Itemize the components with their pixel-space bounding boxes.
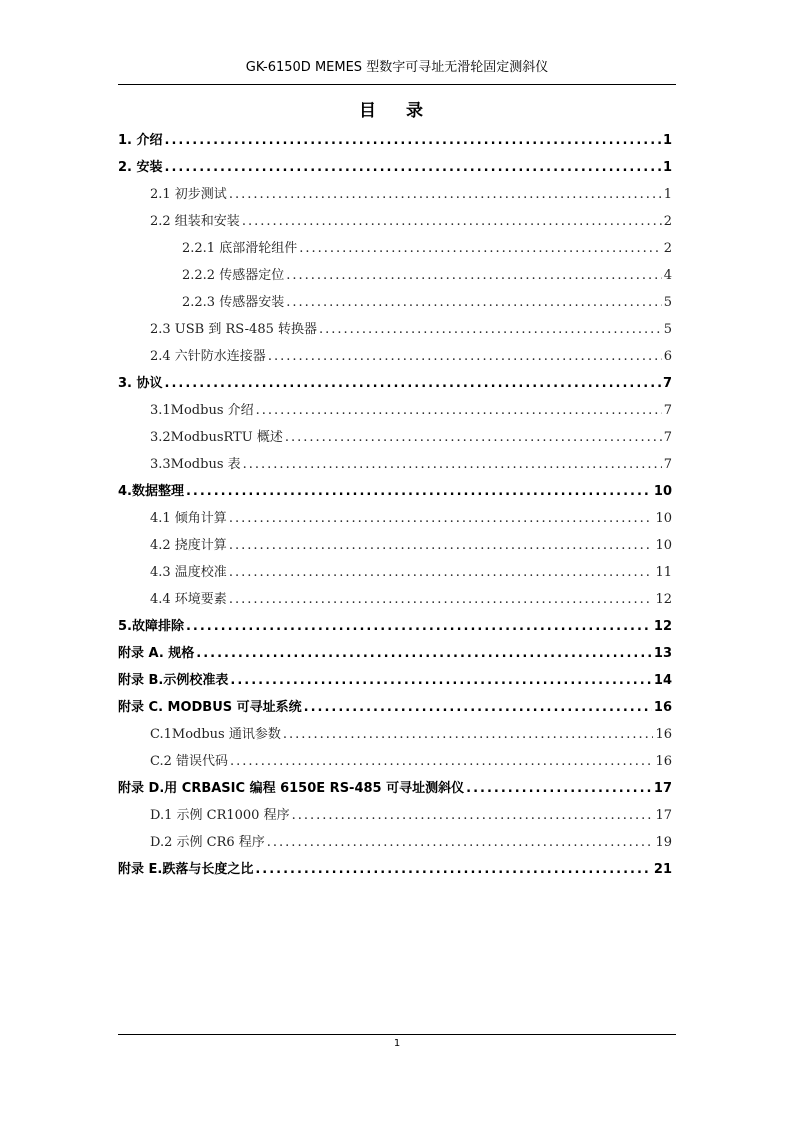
toc-entry-label: 2.3 USB 到 RS-485 转换器	[150, 322, 317, 337]
toc-entry-label: 3.1Modbus 介绍	[150, 403, 254, 418]
toc-entry-label: D.2 示例 CR6 程序	[150, 835, 265, 850]
toc-entry[interactable]	[118, 478, 672, 505]
toc-entry-label: 4.4 环境要素	[150, 592, 227, 607]
header-rule	[118, 84, 676, 85]
toc-entry[interactable]	[118, 235, 672, 262]
toc-entry[interactable]	[118, 424, 672, 451]
toc-entry-page: 10	[655, 538, 672, 553]
toc-entry-label: 附录 B.示例校准表	[118, 673, 229, 688]
toc-entry-label: C.2 错误代码	[150, 754, 229, 769]
table-of-contents	[118, 127, 672, 883]
toc-entry-page: 7	[662, 376, 672, 391]
toc-entry-page: 6	[663, 349, 672, 364]
toc-entry-page: 17	[655, 808, 672, 823]
toc-entry-label: 2.2.3 传感器安装	[182, 295, 285, 310]
toc-entry-label: 4.3 温度校准	[150, 565, 227, 580]
toc-entry-label: C.1Modbus 通讯参数	[150, 727, 281, 742]
toc-entry[interactable]	[118, 856, 672, 883]
toc-entry-label: 3. 协议	[118, 376, 163, 391]
toc-entry-label: 5.故障排除	[118, 619, 184, 634]
toc-entry[interactable]	[118, 154, 672, 181]
toc-dot-leader	[267, 829, 654, 856]
toc-dot-leader	[165, 127, 661, 154]
running-header: GK-6150D MEMES 型数字可寻址无滑轮固定测斜仪	[245, 60, 549, 75]
toc-dot-leader	[229, 505, 654, 532]
toc-entry-page: 16	[655, 727, 672, 742]
toc-dot-leader	[256, 397, 662, 424]
toc-dot-leader	[268, 343, 662, 370]
toc-dot-leader	[165, 370, 661, 397]
toc-dot-leader	[229, 181, 662, 208]
toc-entry-label: 2.2.1 底部滑轮组件	[182, 241, 298, 256]
toc-dot-leader	[186, 613, 652, 640]
toc-entry[interactable]	[118, 505, 672, 532]
toc-entry-label: 1. 介绍	[118, 133, 163, 148]
toc-entry[interactable]	[118, 694, 672, 721]
toc-entry[interactable]	[118, 289, 672, 316]
toc-entry-page: 14	[653, 673, 672, 688]
toc-dot-leader	[230, 748, 653, 775]
toc-entry-page: 5	[663, 295, 672, 310]
toc-entry-page: 7	[663, 403, 672, 418]
toc-entry-page: 2	[663, 214, 672, 229]
toc-entry-page: 7	[663, 430, 672, 445]
toc-dot-leader	[255, 856, 652, 883]
toc-entry[interactable]	[118, 721, 672, 748]
toc-dot-leader	[229, 586, 654, 613]
toc-entry-page: 1	[662, 133, 672, 148]
toc-entry[interactable]	[118, 586, 672, 613]
toc-dot-leader	[285, 424, 662, 451]
toc-dot-leader	[319, 316, 662, 343]
toc-entry-page: 7	[663, 457, 672, 472]
toc-entry-page: 12	[653, 619, 672, 634]
toc-dot-leader	[466, 775, 652, 802]
toc-entry-page: 2	[663, 241, 672, 256]
toc-entry-page: 17	[653, 781, 672, 796]
toc-dot-leader	[242, 208, 662, 235]
toc-entry-label: 3.2ModbusRTU 概述	[150, 430, 283, 445]
toc-entry-page: 12	[655, 592, 672, 607]
toc-entry-page: 1	[662, 160, 672, 175]
toc-dot-leader	[186, 478, 652, 505]
toc-entry-label: 2.4 六针防水连接器	[150, 349, 266, 364]
toc-entry-label: 4.1 倾角计算	[150, 511, 227, 526]
toc-entry[interactable]	[118, 343, 672, 370]
toc-entry[interactable]	[118, 559, 672, 586]
toc-entry[interactable]	[118, 127, 672, 154]
toc-entry-label: 2. 安装	[118, 160, 163, 175]
toc-dot-leader	[229, 532, 654, 559]
toc-dot-leader	[292, 802, 654, 829]
toc-entry[interactable]	[118, 208, 672, 235]
toc-entry-label: 2.2.2 传感器定位	[182, 268, 285, 283]
toc-entry-page: 16	[653, 700, 672, 715]
toc-entry-page: 21	[653, 862, 672, 877]
toc-entry-label: 3.3Modbus 表	[150, 457, 241, 472]
toc-entry-page: 11	[655, 565, 672, 580]
toc-entry-label: 4.2 挠度计算	[150, 538, 227, 553]
toc-entry-page: 16	[655, 754, 672, 769]
toc-entry[interactable]	[118, 370, 672, 397]
toc-entry[interactable]	[118, 613, 672, 640]
toc-entry-page: 1	[663, 187, 672, 202]
toc-entry[interactable]	[118, 181, 672, 208]
page-number: 1	[393, 1038, 401, 1049]
toc-dot-leader	[229, 559, 654, 586]
toc-entry[interactable]	[118, 532, 672, 559]
toc-entry-page: 19	[655, 835, 672, 850]
toc-dot-leader	[299, 235, 662, 262]
toc-entry[interactable]	[118, 802, 672, 829]
toc-entry-label: 附录 C. MODBUS 可寻址系统	[118, 700, 302, 715]
toc-entry-page: 10	[653, 484, 672, 499]
toc-entry[interactable]	[118, 316, 672, 343]
toc-dot-leader	[196, 640, 652, 667]
toc-entry-page: 10	[655, 511, 672, 526]
toc-entry-label: 附录 A. 规格	[118, 646, 195, 661]
footer-rule	[118, 1034, 676, 1035]
toc-entry[interactable]	[118, 775, 672, 802]
toc-entry-label: D.1 示例 CR1000 程序	[150, 808, 290, 823]
toc-entry-page: 5	[663, 322, 672, 337]
toc-entry[interactable]	[118, 748, 672, 775]
toc-entry-label: 附录 E.跌落与长度之比	[118, 862, 254, 877]
toc-entry-label: 4.数据整理	[118, 484, 184, 499]
toc-dot-leader	[283, 721, 654, 748]
toc-entry-label: 2.1 初步测试	[150, 187, 227, 202]
toc-entry[interactable]	[118, 262, 672, 289]
toc-dot-leader	[286, 289, 662, 316]
toc-entry-page: 13	[653, 646, 672, 661]
toc-entry-label: 2.2 组装和安装	[150, 214, 240, 229]
toc-entry[interactable]	[118, 640, 672, 667]
toc-dot-leader	[286, 262, 662, 289]
toc-entry-page: 4	[663, 268, 672, 283]
toc-dot-leader	[230, 667, 652, 694]
toc-entry-label: 附录 D.用 CRBASIC 编程 6150E RS-485 可寻址测斜仪	[118, 781, 465, 796]
toc-dot-leader	[165, 154, 661, 181]
toc-entry[interactable]	[118, 667, 672, 694]
toc-entry[interactable]	[118, 829, 672, 856]
toc-entry[interactable]	[118, 451, 672, 478]
toc-dot-leader	[304, 694, 652, 721]
toc-title: 目 录	[359, 101, 435, 121]
toc-entry[interactable]	[118, 397, 672, 424]
toc-dot-leader	[243, 451, 662, 478]
